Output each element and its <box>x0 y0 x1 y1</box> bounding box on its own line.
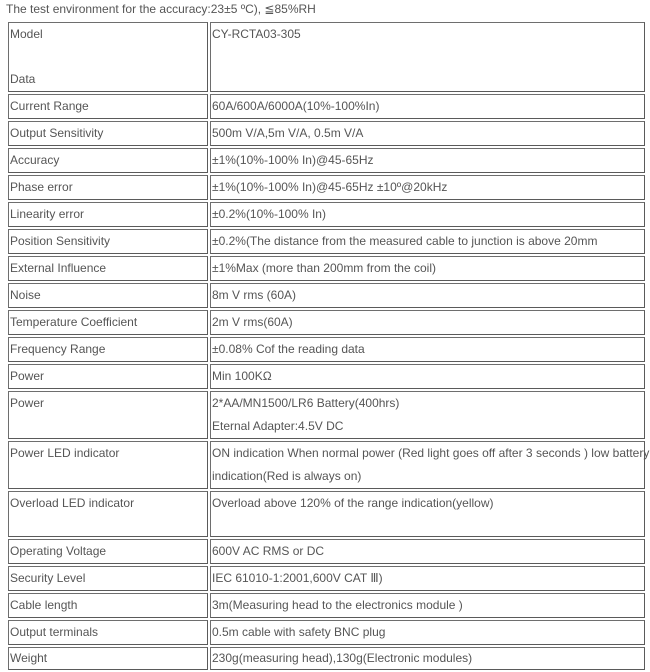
row-label <box>8 22 208 92</box>
row-label: Frequency Range <box>8 337 208 362</box>
table-row <box>8 391 645 439</box>
row-value: ±1%(10%-100% In)@45-65Hz <box>210 148 645 173</box>
table-row <box>8 175 645 200</box>
row-value: 500m V/A,5m V/A, 0.5m V/A <box>210 121 645 146</box>
row-value: 230g(measuring head),130g(Electronic modules) <box>210 647 645 670</box>
row-label: Output Sensitivity <box>8 121 208 146</box>
row-label: Linearity error <box>8 202 208 227</box>
table-row <box>8 539 645 564</box>
table-row <box>8 364 645 389</box>
spec-table <box>6 20 650 672</box>
row-value: ±1%(10%-100% In)@45-65Hz ±10º@20kHz <box>210 175 645 200</box>
table-row <box>8 441 645 489</box>
row-label <box>8 441 208 489</box>
table-row <box>8 256 645 281</box>
row-label: External Influence <box>8 256 208 281</box>
row-label: Phase error <box>8 175 208 200</box>
table-row-model <box>8 22 645 92</box>
table-row <box>8 593 645 618</box>
label-model: Model <box>10 27 43 41</box>
row-label: Accuracy <box>8 148 208 173</box>
row-label-text: Power LED indicator <box>10 446 120 460</box>
row-label-text: Power <box>10 396 45 410</box>
row-value: 60A/600A/6000A(10%-100%In) <box>210 94 645 119</box>
table-row <box>8 620 645 645</box>
table-row <box>8 121 645 146</box>
row-value: Min 100KΩ <box>210 364 645 389</box>
table-row <box>8 337 645 362</box>
row-value: ±0.2%(The distance from the measured cable to junction is above 20mm <box>210 229 645 254</box>
row-value: 2m V rms(60A) <box>210 310 645 335</box>
table-row <box>8 566 645 591</box>
page-title: The test environment for the accuracy:23±5 ºC), ≦85%RH <box>6 2 316 16</box>
row-label: Operating Voltage <box>8 539 208 564</box>
row-value-line-2: Eternal Adapter:4.5V DC <box>212 419 344 433</box>
row-label: Weight <box>8 647 208 670</box>
row-value: IEC 61010-1:2001,600V CAT Ⅲ) <box>210 566 645 591</box>
row-label: Noise <box>8 283 208 308</box>
row-label: Power <box>8 364 208 389</box>
row-label <box>8 391 208 439</box>
table-row <box>8 310 645 335</box>
row-value <box>210 441 650 489</box>
row-label: Temperature Coefficient <box>8 310 208 335</box>
value-model: CY-RCTA03-305 <box>212 27 301 41</box>
row-value: ±0.2%(10%-100% In) <box>210 202 645 227</box>
row-value: 0.5m cable with safety BNC plug <box>210 620 645 645</box>
row-value-line-1: ON indication When normal power (Red light goes off after 3 seconds ) low battery <box>212 446 650 460</box>
row-value: 600V AC RMS or DC <box>210 539 645 564</box>
row-label: Security Level <box>8 566 208 591</box>
row-label: Output terminals <box>8 620 208 645</box>
table-row <box>8 202 645 227</box>
row-value: Overload above 120% of the range indication(yellow) <box>210 491 645 537</box>
row-value <box>210 391 645 439</box>
table-row <box>8 647 645 670</box>
row-label: Position Sensitivity <box>8 229 208 254</box>
row-label: Overload LED indicator <box>8 491 208 537</box>
row-value: 3m(Measuring head to the electronics module ) <box>210 593 645 618</box>
row-value: ±1%Max (more than 200mm from the coil) <box>210 256 645 281</box>
table-row <box>8 148 645 173</box>
row-value <box>210 22 645 92</box>
label-data: Data <box>10 72 36 86</box>
row-label: Cable length <box>8 593 208 618</box>
table-row <box>8 491 645 537</box>
row-value-line-1: 2*AA/MN1500/LR6 Battery(400hrs) <box>212 396 400 410</box>
row-value: 8m V rms (60A) <box>210 283 645 308</box>
table-row <box>8 229 645 254</box>
row-label: Current Range <box>8 94 208 119</box>
row-value: ±0.08% Cof the reading data <box>210 337 645 362</box>
table-row <box>8 283 645 308</box>
row-value-line-2: indication(Red is always on) <box>212 469 362 483</box>
table-row <box>8 94 645 119</box>
